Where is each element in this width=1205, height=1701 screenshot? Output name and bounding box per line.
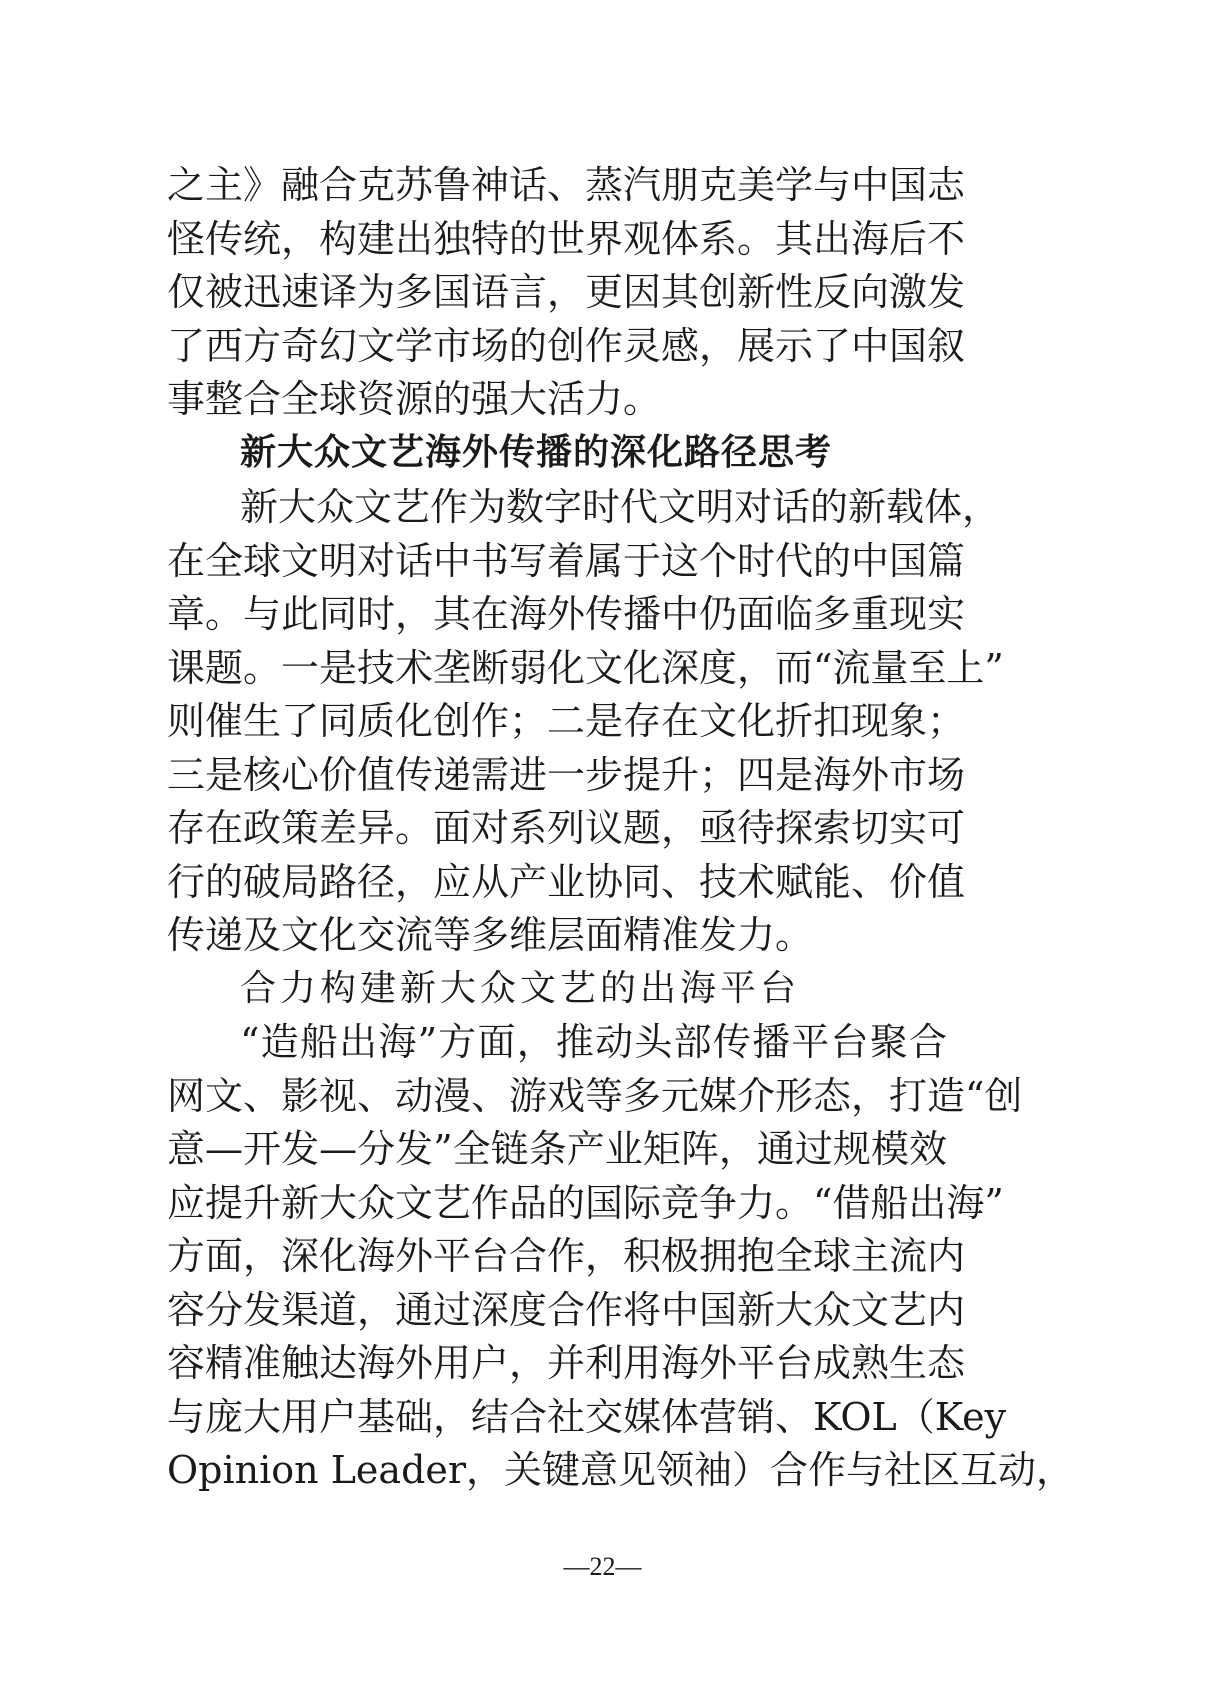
paragraph-2-line-2: 在全球文明对话中书写着属于这个时代的中国篇 [167,539,966,583]
paragraph-3-line-3: 意—开发—分发”全链条产业矩阵，通过规模效 [167,1127,947,1171]
section-heading: 新大众文艺海外传播的深化路径思考 [240,432,833,473]
paragraph-2-line-3: 章。与此同时，其在海外传播中仍面临多重现实 [167,592,966,636]
paragraph-1-line-4: 了西方奇幻文学市场的创作灵感，展示了中国叙 [167,324,966,368]
paragraph-2-line-6: 三是核心价值传递需进一步提升；四是海外市场 [167,753,966,797]
paragraph-3-line-2: 网文、影视、动漫、游戏等多元媒介形态，打造“创 [167,1074,1023,1118]
paragraph-2-line-8: 行的破局路径，应从产业协同、技术赋能、价值 [167,860,966,904]
paragraph-2-line-1: 新大众文艺作为数字时代文明对话的新载体， [240,485,1001,529]
paragraph-3-line-5: 方面，深化海外平台合作，积极拥抱全球主流内 [167,1234,966,1278]
paragraph-2-line-7: 存在政策差异。面对系列议题，亟待探索切实可 [167,806,966,850]
paragraph-1-line-1: 之主》融合克苏鲁神话、蒸汽朋克美学与中国志 [167,163,966,207]
paragraph-3-line-9: Opinion Leader，关键意见领袖）合作与社区互动， [167,1448,1075,1492]
paragraph-3-line-1: “造船出海”方面，推动头部传播平台聚合 [240,1020,947,1064]
paragraph-3-line-4: 应提升新大众文艺作品的国际竞争力。“借船出海” [167,1181,1004,1225]
paragraph-1-line-3: 仅被迅速译为多国语言，更因其创新性反向激发 [167,270,966,314]
paragraph-2-line-9: 传递及文化交流等多维层面精准发力。 [167,913,814,957]
paragraph-3-line-7: 容精准触达海外用户，并利用海外平台成熟生态 [167,1341,966,1385]
subsection-heading: 合力构建新大众文艺的出海平台 [240,968,801,1009]
paragraph-1-line-5: 事整合全球资源的强大活力。 [167,377,662,421]
paragraph-2-line-4: 课题。一是技术垄断弱化文化深度，而“流量至上” [167,646,1004,690]
paragraph-3-line-6: 容分发渠道，通过深度合作将中国新大众文艺内 [167,1288,966,1332]
paragraph-1-line-2: 怪传统，构建出独特的世界观体系。其出海后不 [167,217,966,261]
paragraph-3-line-8: 与庞大用户基础，结合社交媒体营销、KOL（Key [167,1395,1007,1439]
page-number: —22— [563,1552,642,1581]
paragraph-2-line-5: 则催生了同质化创作；二是存在文化折扣现象； [167,699,966,743]
